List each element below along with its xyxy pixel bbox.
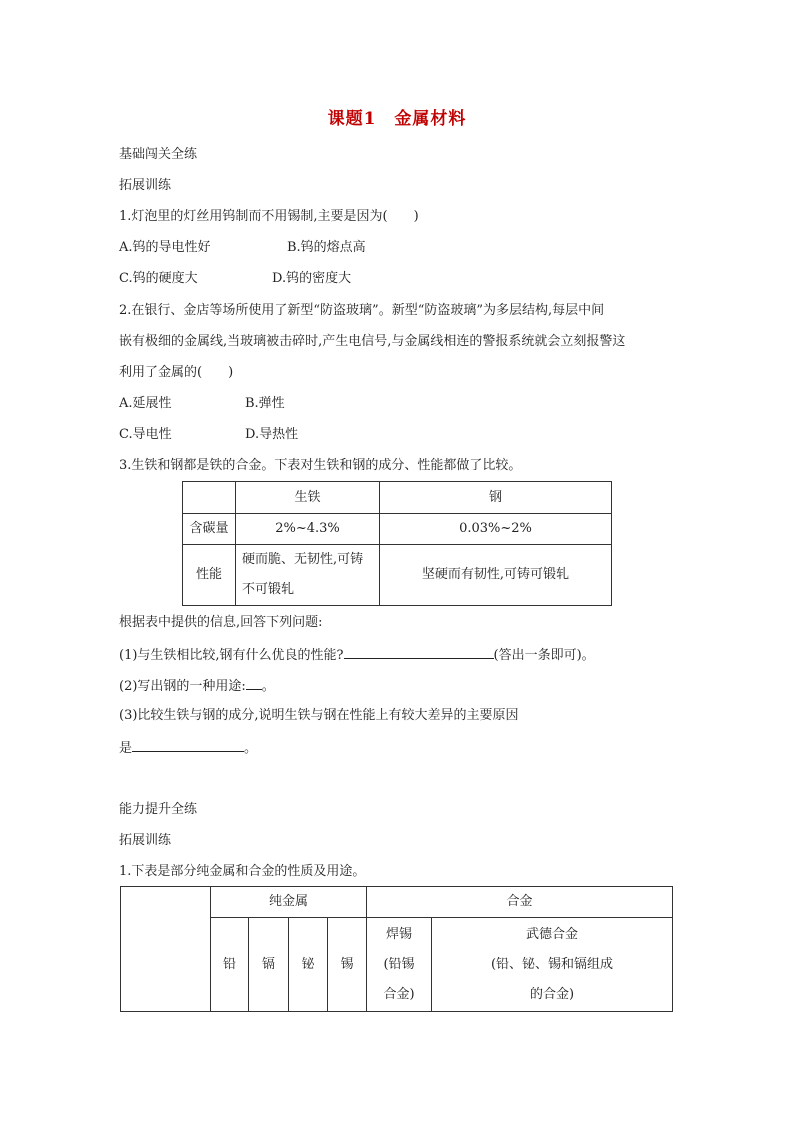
q3-part1-text: (1)与生铁相比较,钢有什么优良的性能?	[119, 648, 344, 663]
table2-alloy-wood	[432, 918, 673, 1012]
wood-alloy-line3: 的合金)	[529, 986, 575, 1002]
q1-stem: 1.灯泡里的灯丝用钨制而不用锡制,主要是因为( )	[119, 209, 419, 224]
q3-stem: 3.生铁和钢都是铁的合金。下表对生铁和钢的成分、性能都做了比较。	[119, 458, 522, 473]
table-corner-cell	[183, 482, 236, 514]
q1-option-d: D.钨的密度大	[272, 271, 352, 286]
q2-stem-line3: 利用了金属的( )	[119, 365, 234, 380]
q3-part2	[119, 675, 275, 697]
q1-option-a: A.钨的导电性好	[119, 240, 211, 255]
table-cell-pig-iron-property	[236, 545, 380, 606]
pig-iron-property-line2: 不可锻轧	[242, 582, 295, 597]
q2-option-b: B.弹性	[245, 396, 285, 411]
q3-part2-answer-blank[interactable]	[246, 675, 262, 690]
table2-metal-tin: 锡	[328, 918, 367, 1012]
metal-alloy-table	[120, 886, 673, 1012]
q3-part1-suffix: (答出一条即可)。	[493, 648, 595, 663]
table2-header-pure-metal: 纯金属	[211, 887, 367, 918]
table-row-label-property: 性能	[183, 545, 236, 606]
q2-option-c: C.导电性	[119, 427, 172, 442]
wood-alloy-line2: (铅、铋、锡和镉组成	[490, 956, 614, 972]
solder-line2: (铅锡	[383, 956, 415, 972]
q3-part3-line2	[119, 737, 257, 759]
table2-header-alloy: 合金	[367, 887, 673, 918]
solder-line1: 焊锡	[385, 926, 412, 942]
q2-stem-line1: 2.在银行、金店等场所使用了新型“防盗玻璃”。新型“防盗玻璃”为多层结构,每层中间	[119, 303, 605, 318]
table-cell-pig-iron-carbon: 2%~4.3%	[236, 514, 380, 545]
q1-option-c: C.钨的硬度大	[119, 271, 198, 286]
q1-option-b: B.钨的熔点高	[287, 240, 366, 255]
table-header-steel: 钢	[380, 482, 612, 514]
q3-part1-answer-blank[interactable]	[344, 644, 494, 659]
section-sub-basic: 拓展训练	[119, 178, 172, 193]
q3-part3-answer-blank[interactable]	[132, 737, 244, 752]
q3-part2-suffix: 。	[261, 679, 275, 694]
s2-q1-stem: 1.下表是部分纯金属和合金的性质及用途。	[119, 864, 366, 879]
q2-option-a: A.延展性	[119, 396, 172, 411]
q3-part2-text: (2)写出钢的一种用途:	[119, 679, 246, 694]
table-row-label-carbon: 含碳量	[183, 514, 236, 545]
section-heading-basic: 基础闯关全练	[119, 147, 198, 162]
section-heading-advanced: 能力提升全练	[119, 802, 198, 817]
table-cell-steel-carbon: 0.03%~2%	[380, 514, 612, 545]
q3-intro: 根据表中提供的信息,回答下列问题:	[119, 615, 323, 630]
q3-part3-suffix: 。	[244, 741, 258, 756]
table2-alloy-solder	[367, 918, 432, 1012]
page-title: 课题1 金属材料	[327, 109, 467, 129]
q2-stem-line2: 嵌有极细的金属线,当玻璃被击碎时,产生电信号,与金属线相连的警报系统就会立刻报警这	[119, 334, 626, 349]
table2-metal-lead: 铅	[211, 918, 249, 1012]
table-cell-steel-property: 坚硬而有韧性,可铸可锻轧	[380, 545, 612, 606]
table2-corner-cell	[121, 887, 211, 1012]
pig-iron-property-line1: 硬而脆、无韧性,可铸	[242, 552, 364, 567]
section-sub-advanced: 拓展训练	[119, 833, 172, 848]
q3-part3-line1: (3)比较生铁与钢的成分,说明生铁与钢在性能上有较大差异的主要原因	[119, 708, 519, 723]
table2-metal-bismuth: 铋	[289, 918, 328, 1012]
q3-part1	[119, 644, 595, 666]
q3-part3-text: 是	[119, 741, 133, 756]
wood-alloy-line1: 武德合金	[525, 926, 578, 942]
table-header-pig-iron: 生铁	[236, 482, 380, 514]
table2-metal-cadmium: 镉	[249, 918, 289, 1012]
q2-option-d: D.导热性	[245, 427, 299, 442]
solder-line3: 合金)	[383, 986, 415, 1002]
iron-steel-table	[182, 481, 612, 606]
